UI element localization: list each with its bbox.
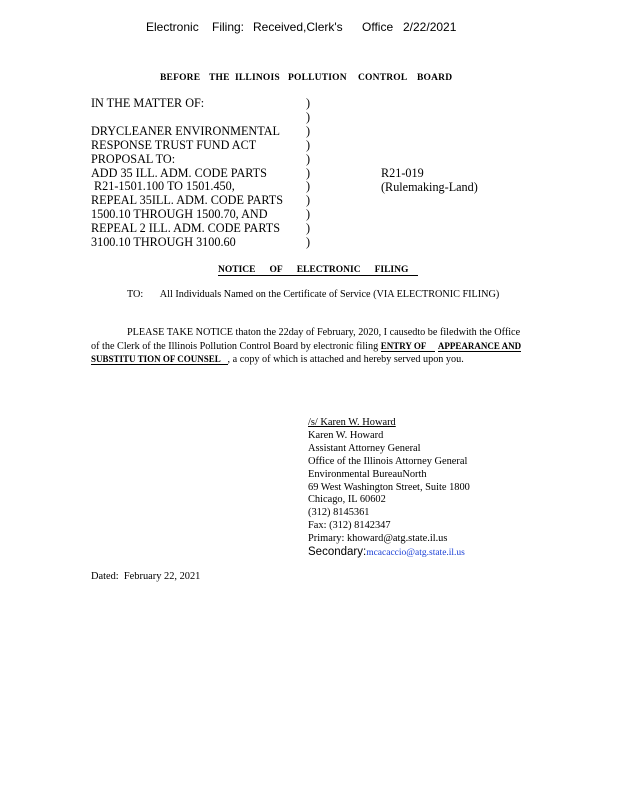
board-word: POLLUTION [288,73,347,83]
stamp-word-office: Office [362,20,394,34]
signer-title: Assistant Attorney General [308,442,421,454]
signer-city: Chicago, IL 60602 [308,494,386,506]
paren: ) [306,165,311,180]
caption-line: IN THE MATTER OF: [91,96,205,110]
board-word: CONTROL [358,73,408,83]
paren: ) [306,137,311,152]
caption-line: 3100.10 THROUGH 3100.60 [91,235,236,250]
signature-block [308,417,470,560]
secondary-label: Secondary: [308,546,367,559]
paren: ) [306,235,311,250]
caption-line: R21-1501.100 TO 1501.450, [91,179,235,194]
signer-fax: Fax: (312) 8142347 [308,520,391,532]
electronic-signature: /s/ Karen W. Howard [308,417,396,428]
to-text: All Individuals Named on the Certificate of Service (VIA ELECTRONIC FILING) [159,289,500,300]
signer-bureau: Environmental BureauNorth [308,468,427,480]
notice-title-word: FILING [374,265,409,275]
caption-line: 1500.10 THROUGH 1500.70, AND [91,207,268,222]
board-word: BEFORE [160,73,201,83]
paren: ) [306,151,311,166]
notice-text: PLEASE TAKE NOTICE thaton the 22day of February, 2020, I causedto be filedwith the Office of the Clerk of the Illinois Pollution Control Board by electronic filing [91,327,521,352]
notice-title-word: NOTICE [218,265,256,275]
caption-line: RESPONSE TRUST FUND ACT [91,137,257,152]
to-label: TO: [127,289,144,300]
secondary-email-link[interactable]: mcacaccio@atg.state.il.us [366,548,465,559]
notice-title-word: ELECTRONIC [296,265,361,275]
caption-line: REPEAL 35ILL. ADM. CODE PARTS [91,193,284,208]
signer-street: 69 West Washington Street, Suite 1800 [308,481,470,493]
notice-paragraph [91,327,531,367]
signer-name: Karen W. Howard [308,429,384,441]
board-word: THE [209,73,230,83]
caption-line: ADD 35 ILL. ADM. CODE PARTS [91,165,267,180]
caption-line: DRYCLEANER ENVIRONMENTAL [91,123,280,138]
dated-line: Dated: February 22, 2021 [91,571,201,582]
docket-number: R21-019 [381,166,424,180]
to-paragraph [91,289,531,302]
board-word: ILLINOIS [235,73,280,83]
notice-title-word: OF [269,265,283,275]
primary-email: Primary: khoward@atg.state.il.us [308,533,448,545]
filed-document-title: ENTRY OF [381,341,436,352]
paren: ) [306,207,311,222]
stamp-word-filing: Filing: [212,20,245,34]
notice-text-end: , a copy of which is attached and hereby served upon you. [227,354,464,366]
stamp-word-received: Received,Clerk's [253,20,343,34]
paren: ) [306,179,311,194]
caption-line [91,111,283,125]
case-caption [91,97,283,250]
signer-phone: (312) 8145361 [308,507,370,519]
stamp-date: 2/22/2021 [403,20,457,34]
paren: ) [306,123,311,138]
notice-title [218,265,418,276]
signer-office: Office of the Illinois Attorney General [308,455,468,467]
filed-document-title-cont: APPEARANCE AND SUBSTITU TION OF COUNSEL [91,340,522,365]
paren: ) [306,193,311,208]
paren: ) [306,221,311,236]
secondary-email-line [308,546,470,560]
board-word: BOARD [417,73,453,83]
paren: ) [306,96,311,110]
stamp-word-electronic: Electronic [146,20,199,34]
docket-type: (Rulemaking-Land) [381,179,478,194]
caption-line: REPEAL 2 ILL. ADM. CODE PARTS [91,221,280,236]
paren: ) [306,109,311,124]
docket-block [381,167,478,195]
caption-parentheses [306,97,310,250]
caption-line: PROPOSAL TO: [91,151,176,166]
